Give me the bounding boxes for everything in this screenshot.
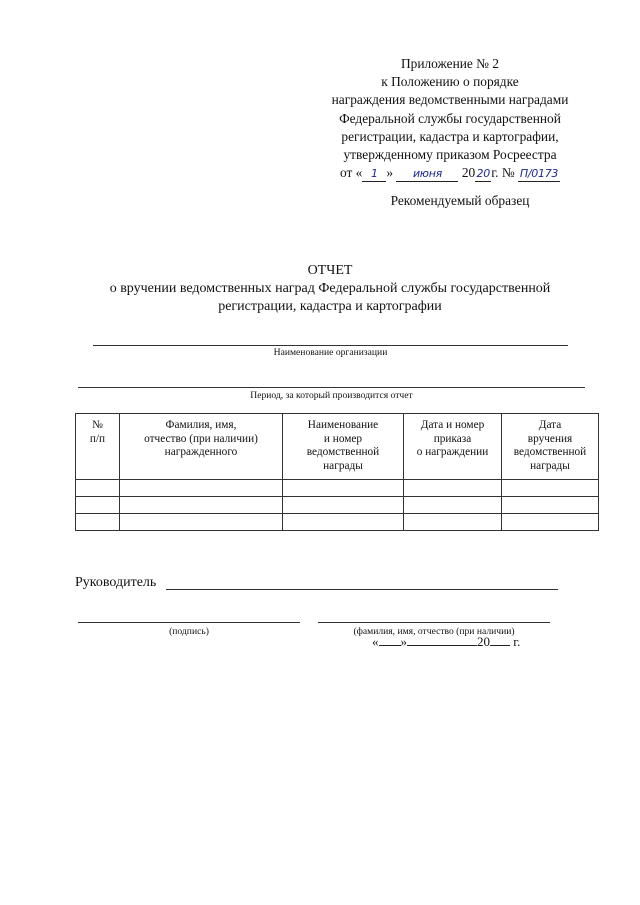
year-prefix: 20 [461,165,476,181]
header-order-line-3: о награждении [416,446,489,458]
year-label: г. № [491,165,515,181]
table-cell[interactable] [76,497,120,514]
table-row [76,514,599,531]
sample-label: Рекомендуемый образец [390,193,530,208]
table-cell[interactable] [120,480,283,497]
name-field[interactable] [318,622,550,623]
report-title-line-2: регистрации, кадастра и картографии [218,299,442,314]
header-full-name [120,414,283,480]
header-award-date-line-1: Дата [538,419,562,431]
organization-field[interactable] [93,345,568,346]
header-full-name-line-3: награжденного [164,446,238,458]
date-prefix: от « [339,165,363,181]
table-cell[interactable] [404,514,502,531]
header-full-name-line-1: Фамилия, имя, [165,419,237,431]
header-number-line-2: п/п [89,432,106,445]
date-year-label: г. [513,634,521,649]
table-row [76,480,599,497]
table-cell[interactable] [404,480,502,497]
order-day [362,166,386,182]
header-full-name-line-2: отчество (при наличии) [144,432,258,445]
header-order-line-1: Дата и номер [420,419,485,431]
order-day-handwritten: 1 [371,167,378,181]
header-number-line-1: № [92,419,103,431]
header-award-date-line-2: вручения [527,432,573,445]
table-cell[interactable] [76,480,120,497]
date-year-field[interactable] [490,645,510,646]
header-award-date-line-3: ведомственной [513,446,587,458]
order-date-line [300,164,600,182]
table-header-row [76,414,599,480]
name-caption: (фамилия, имя, отчество (при наличии) [353,626,515,637]
date-open: « [372,634,379,649]
table-cell[interactable] [76,514,120,531]
table-cell[interactable] [502,514,599,531]
header-award-name-line-3: ведомственной [306,446,380,458]
appendix-line-4: Федеральной службы государственной [339,110,561,126]
table-cell[interactable] [283,497,404,514]
table-cell[interactable] [120,514,283,531]
appendix-line-6: утвержденному приказом Росреестра [343,147,557,163]
order-year-handwritten: 20 [476,167,490,181]
header-award-name-line-1: Наименование [307,419,379,431]
header-award-name-line-4: награды [323,459,363,472]
period-field[interactable] [78,387,585,388]
appendix-line-1: Приложение № 2 [400,56,500,71]
appendix-line-2: к Положению о порядке [381,74,519,90]
table-row [76,497,599,514]
header-order [404,414,502,480]
signature-field[interactable] [78,622,300,623]
appendix-header [300,55,600,182]
signing-date-line [372,634,520,650]
order-month [396,166,458,182]
table-cell[interactable] [502,497,599,514]
period-caption: Период, за который производится отчет [250,390,413,401]
report-heading: ОТЧЕТ [307,263,353,278]
header-award-date [502,414,599,480]
report-title-line-1: о вручении ведомственных наград Федеральной службы государственной [109,281,551,296]
order-year [475,166,491,182]
signature-caption: (подпись) [169,626,209,637]
header-number [76,414,120,480]
header-award-date-line-4: награды [530,459,570,472]
header-award-name-line-2: и номер [323,432,363,445]
awards-table [75,413,599,531]
table-cell[interactable] [120,497,283,514]
order-number [518,166,560,182]
date-day-field[interactable] [379,645,401,646]
table-cell[interactable] [404,497,502,514]
head-label: Руководитель [75,575,157,590]
table-cell[interactable] [502,480,599,497]
date-year-prefix: 20 [477,634,490,649]
header-award-name [283,414,404,480]
table-cell[interactable] [283,480,404,497]
appendix-line-5: регистрации, кадастра и картографии, [341,128,559,144]
date-month-field[interactable] [407,645,477,646]
report-title [60,262,600,316]
header-order-line-2: приказа [433,432,472,445]
date-close: » [400,634,407,649]
order-number-handwritten: П/0173 [519,167,559,181]
organization-caption: Наименование организации [273,347,388,358]
order-month-handwritten: июня [412,167,442,181]
table-cell[interactable] [283,514,404,531]
head-field[interactable] [166,589,558,590]
day-close: » [386,165,394,181]
appendix-line-3: награждения ведомственными наградами [331,92,569,108]
